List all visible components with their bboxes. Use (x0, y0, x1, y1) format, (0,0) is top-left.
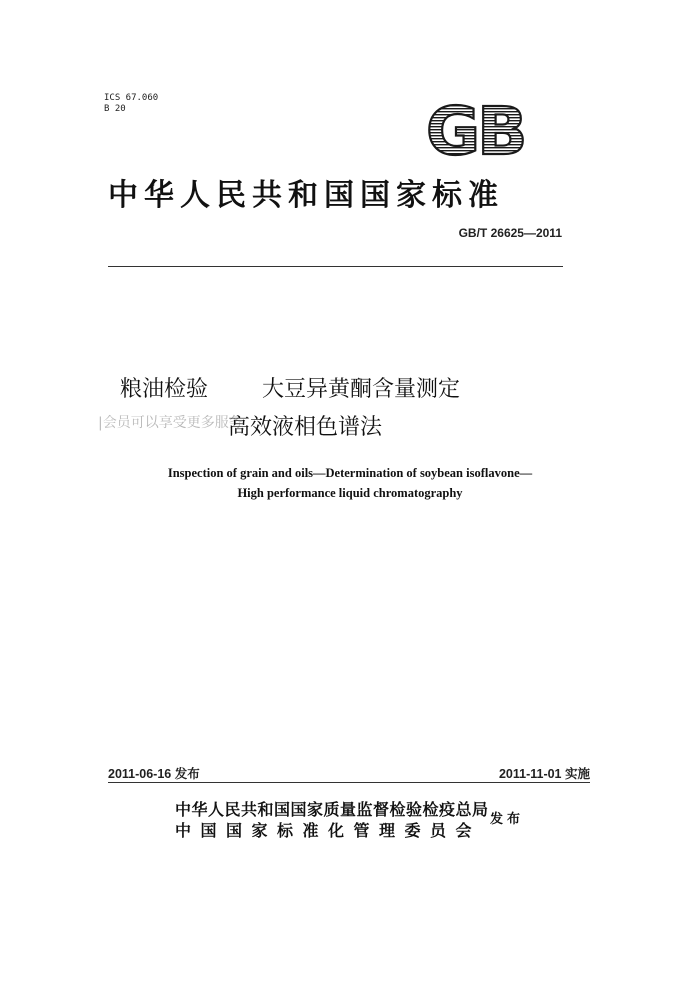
gb-logo (424, 96, 558, 160)
footer-divider (108, 782, 590, 783)
gb-logo-text: GB (426, 96, 525, 160)
issuer-aqsiq: 中华人民共和国国家质量监督检验检疫总局 (175, 800, 489, 819)
implementation-date: 2011-11-01 实施 (498, 767, 590, 781)
en-title-line1: Inspection of grain and oils—Determination of soybean isoflavone— (167, 466, 533, 480)
ccs-code: B 20 (104, 104, 126, 114)
cn-title-line2: 高效液相色谱法 (228, 415, 383, 440)
header-divider (108, 266, 563, 267)
issue-label: 发布 (490, 812, 525, 827)
issue-date: 2011-06-16 发布 (108, 767, 200, 781)
cn-title-part2: 大豆异黄酮含量测定 (262, 377, 461, 402)
en-title-line2: High performance liquid chromatography (237, 486, 463, 500)
issuer-sac: 中国国家标准化管理委员会 (175, 821, 482, 840)
standard-number: GB/T 26625—2011 (458, 226, 562, 240)
standard-type-title: 中华人民共和国国家标准 (108, 178, 504, 213)
ics-code: ICS 67.060 (104, 93, 159, 103)
watermark: |会员可以享受更多服务 (98, 415, 243, 431)
cn-title-part1: 粮油检验 (120, 377, 209, 402)
